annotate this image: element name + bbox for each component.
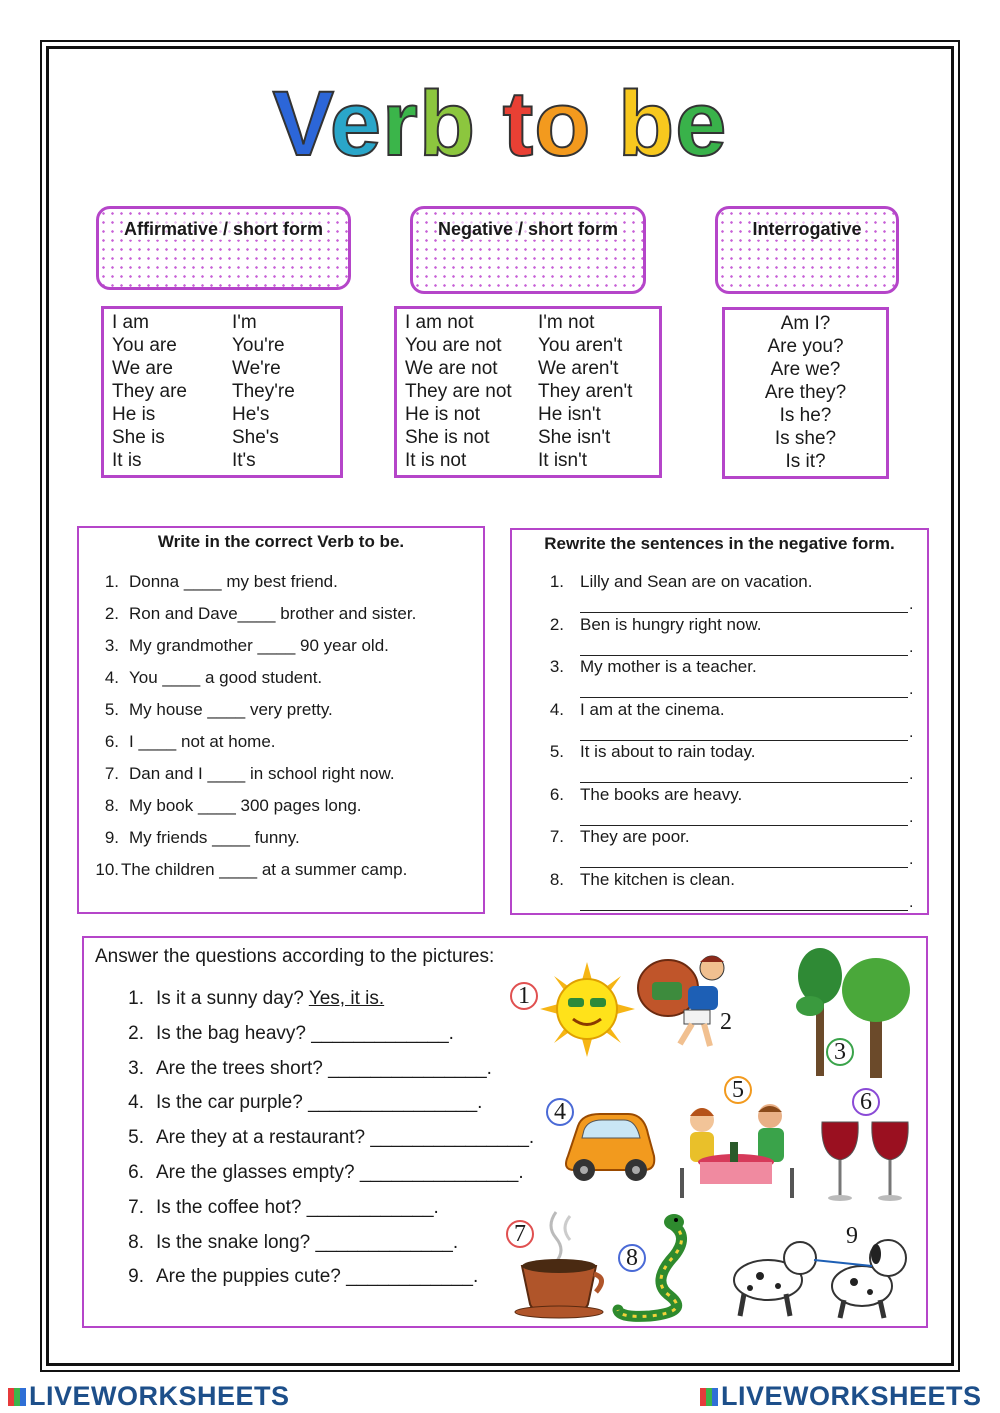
negative-box bbox=[394, 306, 662, 478]
list-item: Is she? bbox=[774, 428, 837, 449]
title-letter: b bbox=[618, 73, 676, 175]
answer-line[interactable] bbox=[580, 910, 908, 911]
answer-field[interactable]: Yes, it is. bbox=[308, 988, 385, 1009]
list-item: 2. Ben is hungry right now. bbox=[549, 614, 762, 634]
picture-number-badge: 5 bbox=[724, 1076, 752, 1104]
sun-icon bbox=[540, 962, 635, 1057]
list-item: They aren't bbox=[538, 381, 633, 402]
list-item: He is not bbox=[405, 404, 480, 425]
answer-field[interactable]: _______________. bbox=[370, 1127, 535, 1149]
interrogative-header bbox=[715, 206, 899, 294]
answer-field[interactable]: _____________. bbox=[311, 1022, 454, 1044]
question-item: 6. Are the glasses empty? _______________. bbox=[128, 1162, 524, 1183]
liveworksheets-logo-icon bbox=[700, 1388, 718, 1406]
list-item: Are you? bbox=[767, 336, 844, 357]
list-item: We are bbox=[112, 358, 173, 379]
picture-number-badge: 6 bbox=[852, 1088, 880, 1116]
list-item: She is not bbox=[405, 427, 490, 448]
answer-period: . bbox=[909, 723, 914, 741]
picture-number-badge: 9 bbox=[838, 1222, 866, 1250]
list-item: 9. My friends ____ funny. bbox=[104, 828, 300, 847]
list-item: 5. It is about to rain today. bbox=[549, 742, 756, 761]
negative-header-label: Negative / short form bbox=[437, 219, 619, 239]
list-item: 8. The kitchen is clean. bbox=[549, 869, 735, 889]
question-item: 2. Is the bag heavy? _____________. bbox=[128, 1022, 454, 1044]
picture-number-badge: 1 bbox=[510, 982, 538, 1010]
answer-line[interactable] bbox=[580, 612, 908, 613]
answer-line[interactable] bbox=[580, 867, 908, 868]
title-letter: e bbox=[329, 73, 383, 175]
answer-period: . bbox=[909, 596, 914, 613]
answer-field[interactable]: _____________. bbox=[315, 1231, 459, 1253]
list-item: Are we? bbox=[770, 359, 841, 380]
list-item: 6. I ____ not at home. bbox=[104, 732, 276, 751]
list-item: 3. My mother is a teacher. bbox=[549, 657, 757, 676]
answer-line[interactable] bbox=[580, 697, 908, 698]
negative-header bbox=[410, 206, 646, 294]
title-letter: e bbox=[675, 73, 728, 175]
list-item: She isn't bbox=[538, 427, 611, 448]
interrogative-header-label: Interrogative bbox=[752, 219, 862, 239]
list-item: I'm bbox=[232, 312, 257, 333]
list-item: 7. Dan and I ____ in school right now. bbox=[104, 764, 395, 783]
list-item: He isn't bbox=[538, 404, 601, 425]
answer-field[interactable]: _______________. bbox=[359, 1162, 524, 1183]
interrogative-box bbox=[722, 307, 889, 479]
picture-number-badge: 8 bbox=[618, 1244, 646, 1272]
answer-period: . bbox=[909, 681, 914, 698]
answer-line[interactable] bbox=[580, 655, 908, 656]
question-item: 1. Is it a sunny day? Yes, it is. bbox=[128, 988, 385, 1009]
title-letter bbox=[591, 73, 618, 175]
picture-number-badge: 4 bbox=[546, 1098, 574, 1126]
question-item: 4. Is the car purple? ________________. bbox=[128, 1092, 483, 1114]
question-item: 3. Are the trees short? _______________. bbox=[128, 1057, 492, 1079]
title-letter: r bbox=[382, 73, 419, 175]
list-item: We're bbox=[232, 358, 281, 379]
list-item: I'm not bbox=[538, 312, 595, 333]
list-item: They're bbox=[232, 381, 295, 402]
list-item: They are bbox=[112, 381, 187, 402]
list-item: She is bbox=[112, 427, 165, 448]
puppies-icon bbox=[720, 1220, 920, 1320]
list-item: We aren't bbox=[538, 358, 619, 379]
restaurant-couple-icon bbox=[672, 1098, 804, 1202]
answer-field[interactable]: ____________. bbox=[346, 1266, 479, 1288]
trees-icon bbox=[790, 946, 925, 1081]
list-item: It's bbox=[232, 450, 256, 471]
list-item: 7. They are poor. bbox=[549, 827, 690, 846]
list-item: You're bbox=[232, 335, 285, 356]
footer-logo-left: LIVEWORKSHEETS bbox=[8, 1381, 290, 1412]
answer-line[interactable] bbox=[580, 740, 908, 741]
list-item: You aren't bbox=[538, 335, 623, 356]
answer-line[interactable] bbox=[580, 825, 908, 826]
title-letter bbox=[476, 73, 503, 175]
list-item: It is bbox=[112, 450, 142, 471]
answer-period: . bbox=[909, 638, 914, 656]
affirmative-header-label: Affirmative / short form bbox=[123, 219, 324, 239]
title-letter: V bbox=[272, 73, 330, 175]
list-item: 5. My house ____ very pretty. bbox=[104, 700, 333, 719]
answer-period: . bbox=[909, 851, 914, 868]
list-item: You are not bbox=[405, 335, 502, 356]
interrogative-list bbox=[725, 312, 886, 473]
list-item: Am I? bbox=[780, 313, 831, 334]
list-item: He's bbox=[232, 404, 270, 425]
exercise-title: Rewrite the sentences in the negative form. bbox=[544, 534, 895, 553]
footer-logo-right: LIVEWORKSHEETS bbox=[700, 1381, 982, 1412]
list-item: Is he? bbox=[779, 405, 832, 426]
list-item: 1. Donna ____ my best friend. bbox=[104, 572, 338, 591]
answer-line[interactable] bbox=[580, 782, 908, 783]
answer-field[interactable]: _______________. bbox=[328, 1057, 492, 1079]
affirmative-long-list bbox=[112, 311, 187, 472]
picture-number-badge: 3 bbox=[826, 1038, 854, 1066]
list-item: You are bbox=[112, 335, 177, 356]
title-letter: b bbox=[418, 73, 477, 175]
exercise-title: Answer the questions according to the pictures: bbox=[95, 946, 495, 967]
liveworksheets-logo-icon bbox=[8, 1388, 26, 1406]
list-item: Is it? bbox=[785, 451, 826, 472]
affirmative-box bbox=[101, 306, 343, 478]
picture-number-badge: 7 bbox=[506, 1220, 534, 1248]
list-item: It is not bbox=[405, 450, 467, 471]
title-letter: t bbox=[502, 73, 535, 175]
picture-number-badge: 2 bbox=[712, 1008, 740, 1036]
list-item: They are not bbox=[405, 381, 512, 402]
question-item: 9. Are the puppies cute? ____________. bbox=[128, 1266, 479, 1288]
list-item: It isn't bbox=[538, 450, 588, 471]
list-item: 6. The books are heavy. bbox=[549, 784, 743, 804]
wine-glasses-icon bbox=[818, 1116, 918, 1204]
negative-long-list bbox=[405, 311, 512, 472]
answer-period: . bbox=[909, 893, 914, 911]
answer-period: . bbox=[909, 808, 914, 826]
list-item: He is bbox=[112, 404, 156, 425]
list-item: I am not bbox=[405, 312, 474, 333]
list-item: We are not bbox=[405, 358, 498, 379]
affirmative-header bbox=[96, 206, 351, 290]
list-item: 10. The children ____ at a summer camp. bbox=[95, 860, 408, 879]
worksheet-title bbox=[0, 72, 1000, 177]
question-item: 8. Is the snake long? _____________. bbox=[128, 1231, 459, 1253]
list-item: 4. I am at the cinema. bbox=[549, 699, 725, 719]
answer-field[interactable]: ____________. bbox=[306, 1196, 439, 1218]
negative-short-list bbox=[538, 311, 632, 472]
list-item: 8. My book ____ 300 pages long. bbox=[104, 796, 362, 815]
answer-period: . bbox=[909, 766, 914, 783]
affirmative-short-list bbox=[232, 311, 295, 472]
answer-field[interactable]: ________________. bbox=[308, 1092, 483, 1114]
list-item: 1. Lilly and Sean are on vacation. bbox=[549, 572, 813, 591]
list-item: 2. Ron and Dave____ brother and sister. bbox=[104, 604, 417, 623]
exercise-title: Write in the correct Verb to be. bbox=[157, 532, 405, 551]
list-item: She's bbox=[232, 427, 279, 448]
list-item: Are they? bbox=[764, 382, 847, 403]
list-item: 3. My grandmother ____ 90 year old. bbox=[104, 636, 389, 655]
list-item: I am bbox=[112, 312, 149, 333]
question-item: 7. Is the coffee hot? ____________. bbox=[128, 1196, 439, 1218]
car-icon bbox=[560, 1108, 658, 1186]
title-letter: o bbox=[534, 73, 592, 175]
question-item: 5. Are they at a restaurant? _______________. bbox=[128, 1127, 535, 1149]
list-item: 4. You ____ a good student. bbox=[104, 668, 323, 687]
exercise-fill-verb bbox=[77, 526, 485, 914]
